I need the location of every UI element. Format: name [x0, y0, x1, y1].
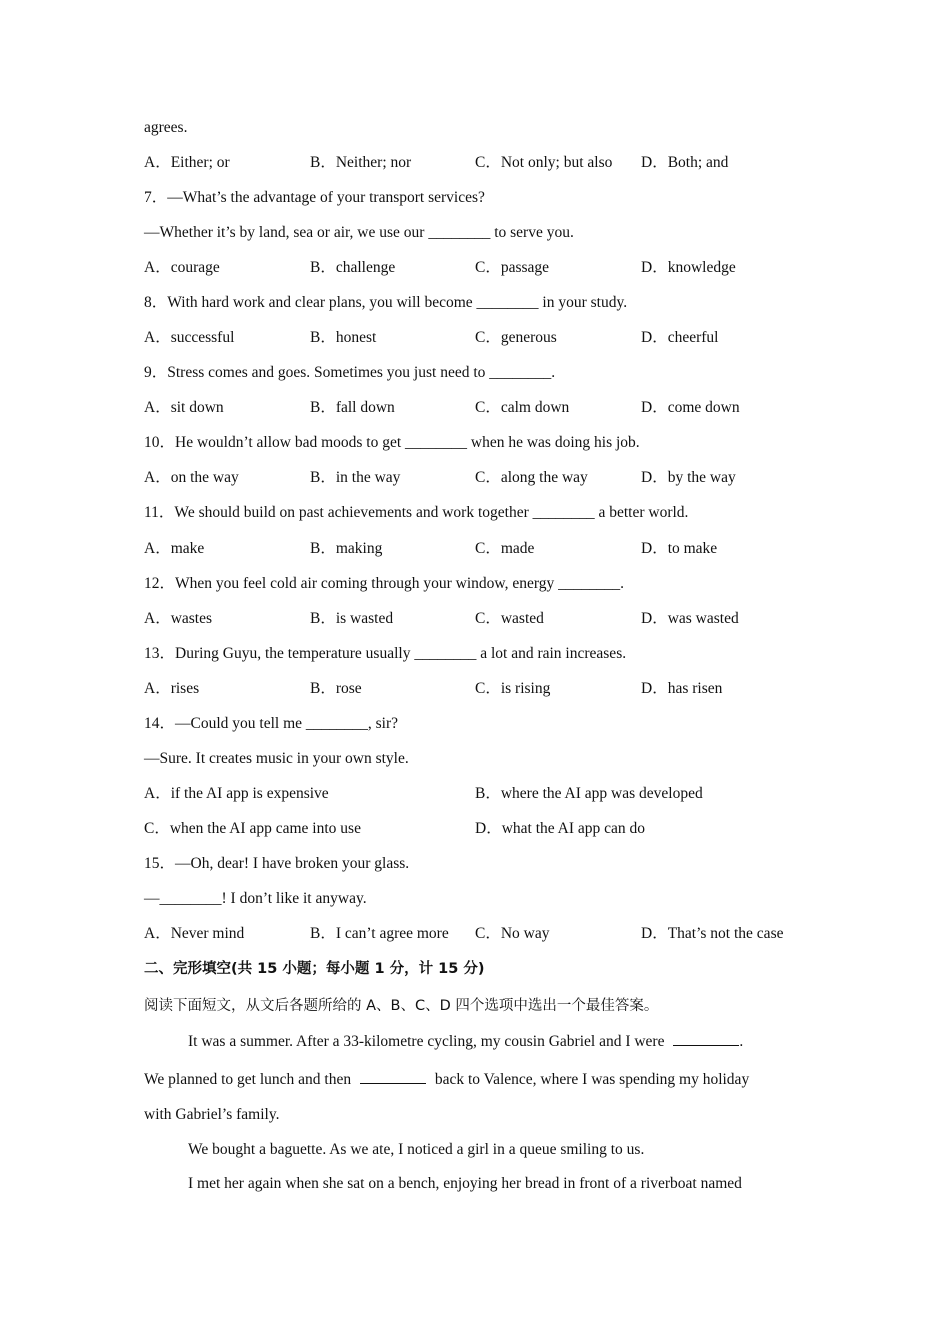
- q9-option-d: D．come down: [641, 399, 740, 416]
- q9-stem: 9．Stress comes and goes. Sometimes you just need to ________.: [144, 364, 556, 381]
- q13-option-a: A．rises: [144, 680, 200, 697]
- q11-option-d: D．to make: [641, 540, 718, 557]
- q15-option-d: D．That’s not the case: [641, 925, 784, 942]
- q7-option-c: C．passage: [475, 259, 550, 276]
- q12-option-d: D．was wasted: [641, 610, 739, 627]
- q11-stem: 11．We should build on past achievements and work together ________ a better world.: [144, 504, 689, 521]
- passage-paragraph-3: I met her again when she sat on a bench, enjoying her bread in front of a riverboat named: [188, 1175, 742, 1192]
- q8-option-c: C．generous: [475, 329, 557, 346]
- q9-option-b: B．fall down: [310, 399, 395, 416]
- q10-option-a: A．on the way: [144, 469, 239, 486]
- q14-stem-2: —Sure. It creates music in your own style.: [144, 750, 409, 767]
- q12-stem: 12．When you feel cold air coming through your window, energy ________.: [144, 575, 624, 592]
- passage-text: It was a summer. After a 33-kilometre cycling, my cousin Gabriel and I were: [188, 1033, 665, 1050]
- q7-option-d: D．knowledge: [641, 259, 736, 276]
- q9-option-c: C．calm down: [475, 399, 570, 416]
- passage-paragraph-1: [188, 1030, 743, 1052]
- q13-option-d: D．has risen: [641, 680, 723, 697]
- q14-option-d: D．what the AI app can do: [475, 820, 646, 837]
- section-heading: 二、完形填空(共 15 小题；每小题 1 分，计 15 分): [144, 961, 485, 977]
- q8-option-a: A．successful: [144, 329, 235, 346]
- q15-stem-2: —________! I don’t like it anyway.: [144, 890, 367, 907]
- q8-stem: 8．With hard work and clear plans, you will become ________ in your study.: [144, 294, 628, 311]
- q6-option-d: D．Both; and: [641, 154, 729, 171]
- q11-option-c: C．made: [475, 540, 535, 557]
- q14-option-c: C．when the AI app came into use: [144, 820, 361, 837]
- q15-stem: 15．—Oh, dear! I have broken your glass.: [144, 855, 410, 872]
- q10-option-b: B．in the way: [310, 469, 401, 486]
- passage-paragraph-1-cont: [144, 1068, 749, 1090]
- q12-option-b: B．is wasted: [310, 610, 394, 627]
- q14-option-a: A．if the AI app is expensive: [144, 785, 329, 802]
- q6-option-a: A．Either; or: [144, 154, 230, 171]
- q13-stem: 13．During Guyu, the temperature usually ________ a lot and rain increases.: [144, 645, 627, 662]
- q8-option-d: D．cheerful: [641, 329, 719, 346]
- q10-stem: 10．He wouldn’t allow bad moods to get ________ when he was doing his job.: [144, 434, 640, 451]
- q15-option-c: C．No way: [475, 925, 550, 942]
- q8-option-b: B．honest: [310, 329, 377, 346]
- passage-text-line: with Gabriel’s family.: [144, 1106, 280, 1123]
- q14-option-b: B．where the AI app was developed: [475, 785, 703, 802]
- q14-stem: 14．—Could you tell me ________, sir?: [144, 715, 399, 732]
- passage-paragraph-2: We bought a baguette. As we ate, I noticed a girl in a queue smiling to us.: [188, 1141, 645, 1158]
- q6-option-c: C．Not only; but also: [475, 154, 613, 171]
- q15-option-b: B．I can’t agree more: [310, 925, 449, 942]
- q10-option-d: D．by the way: [641, 469, 736, 486]
- blank-1: [673, 1030, 739, 1046]
- q6-option-b: B．Neither; nor: [310, 154, 412, 171]
- q13-option-c: C．is rising: [475, 680, 551, 697]
- passage-text: back to Valence, where I was spending my holiday: [434, 1071, 750, 1088]
- passage-text: We planned to get lunch and then: [144, 1071, 352, 1088]
- q11-option-a: A．make: [144, 540, 205, 557]
- q15-option-a: A．Never mind: [144, 925, 245, 942]
- q9-option-a: A．sit down: [144, 399, 224, 416]
- q7-stem: 7．—What’s the advantage of your transport services?: [144, 189, 485, 206]
- q7-option-a: A．courage: [144, 259, 220, 276]
- q11-option-b: B．making: [310, 540, 383, 557]
- q7-option-b: B．challenge: [310, 259, 396, 276]
- continuation-text: agrees.: [144, 119, 188, 136]
- q12-option-a: A．wastes: [144, 610, 213, 627]
- q10-option-c: C．along the way: [475, 469, 588, 486]
- q12-option-c: C．wasted: [475, 610, 544, 627]
- blank-2: [360, 1068, 426, 1084]
- passage-text: .: [739, 1033, 744, 1050]
- q13-option-b: B．rose: [310, 680, 362, 697]
- q7-stem-2: —Whether it’s by land, sea or air, we use our ________ to serve you.: [144, 224, 574, 241]
- section-instruction: 阅读下面短文，从文后各题所给的 A、B、C、D 四个选项中选出一个最佳答案。: [144, 998, 659, 1014]
